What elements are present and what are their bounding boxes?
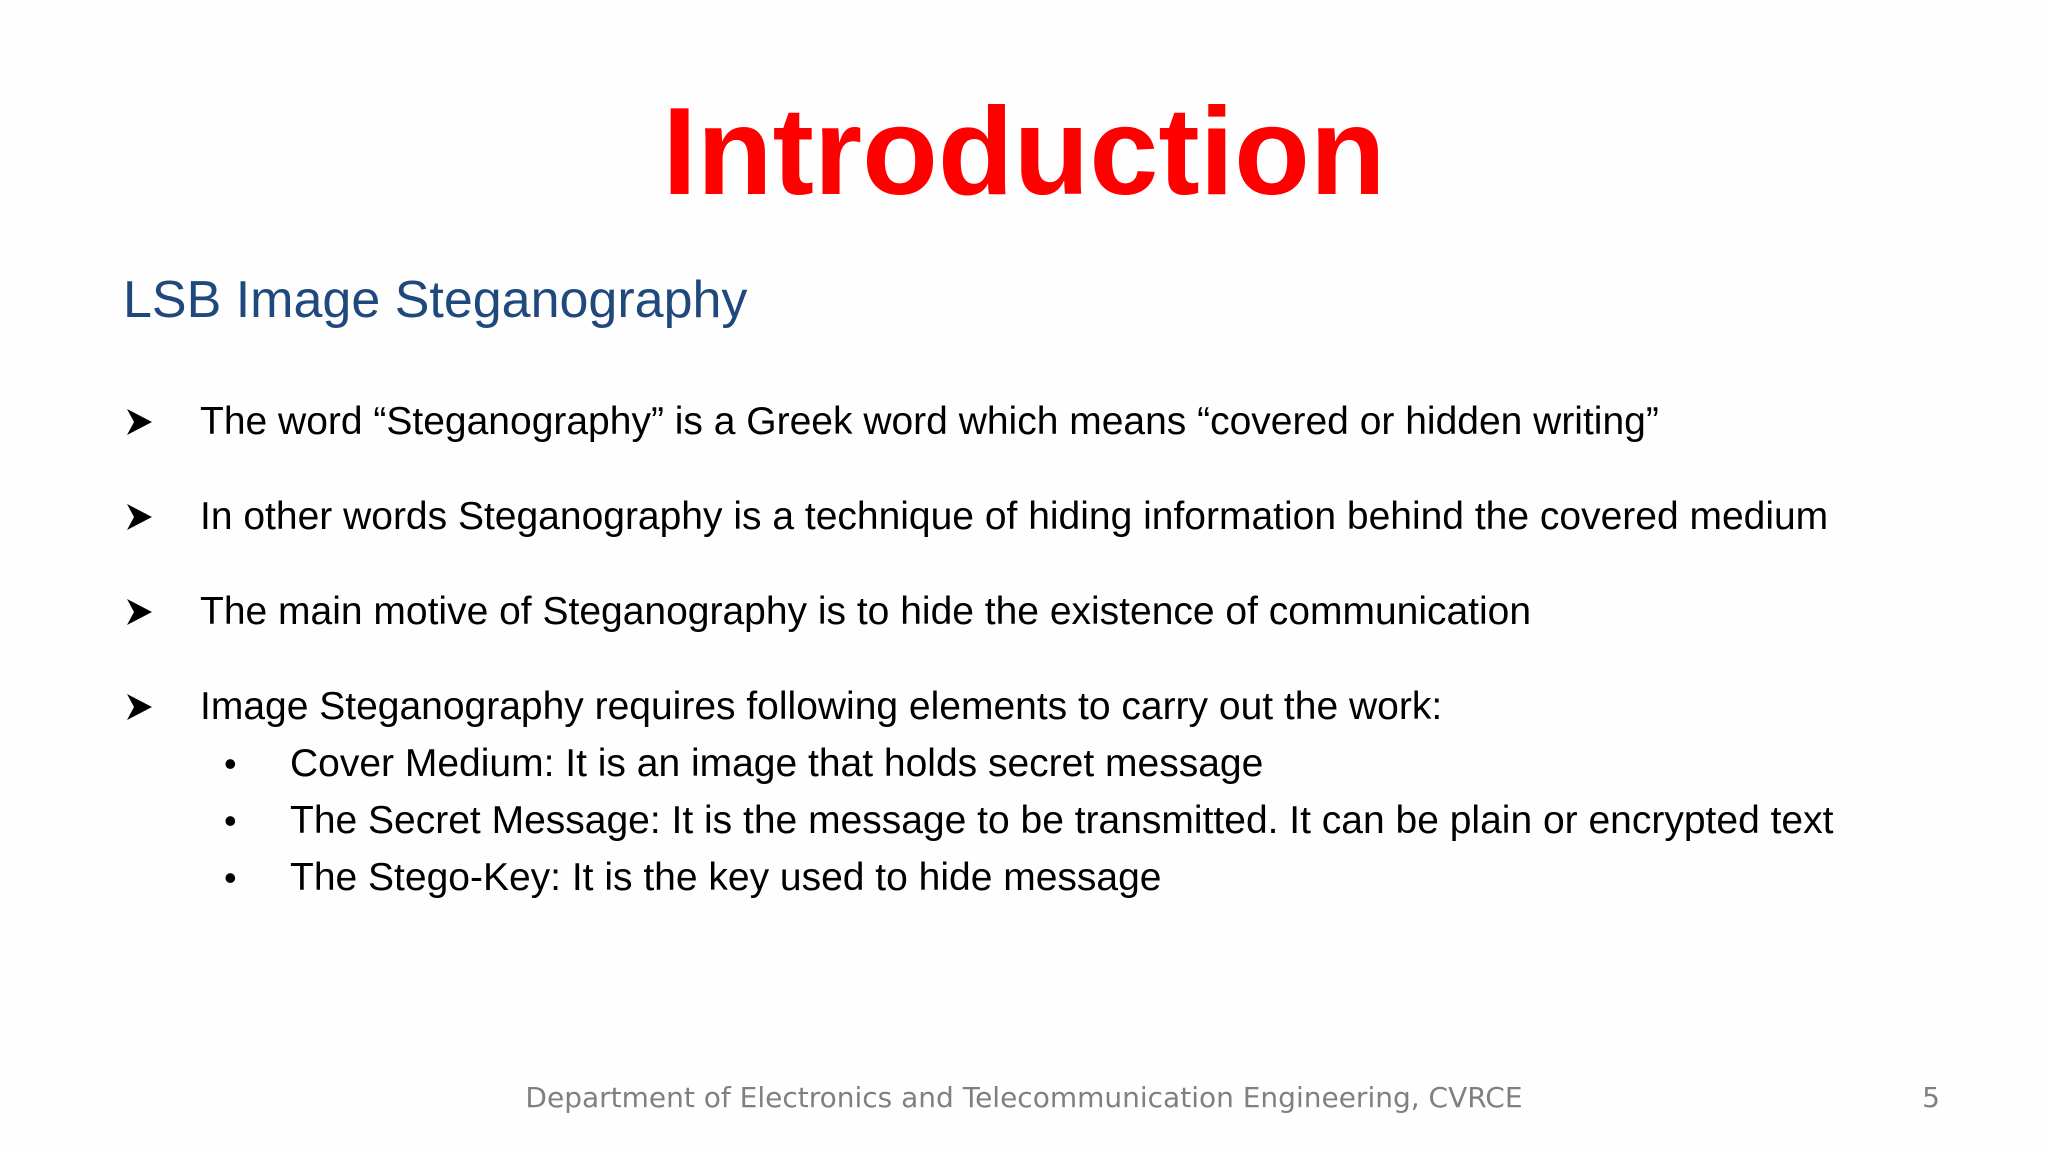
sub-bullet-text: The Secret Message: It is the message to be transmitted. It can be plain or encrypted text <box>290 799 1834 842</box>
sub-bullet-marker: • <box>224 857 237 898</box>
sub-bullet-text: Cover Medium: It is an image that holds secret message <box>290 742 1264 785</box>
slide-subtitle: LSB Image Steganography <box>123 271 748 329</box>
arrow-bullet-icon <box>124 584 156 640</box>
sub-bullet-marker: • <box>224 743 237 784</box>
page-number: 5 <box>1922 1081 1940 1114</box>
bullet-text: Image Steganography requires following elements to carry out the work: <box>200 685 1443 728</box>
slide-footer: Department of Electronics and Telecommunication Engineering, CVRCE <box>525 1081 1523 1114</box>
arrow-bullet-icon <box>124 489 156 545</box>
bullet-text: In other words Steganography is a technique of hiding information behind the covered medium <box>200 495 1829 538</box>
arrow-bullet-icon <box>124 394 156 450</box>
sub-bullet-text: The Stego-Key: It is the key used to hide message <box>290 856 1162 899</box>
sub-bullet-marker: • <box>224 800 237 841</box>
bullet-text: The main motive of Steganography is to hide the existence of communication <box>200 590 1532 633</box>
arrow-bullet-icon <box>124 679 156 735</box>
bullet-text: The word “Steganography” is a Greek word which means “covered or hidden writing” <box>200 400 1659 443</box>
slide-title: Introduction <box>662 83 1386 221</box>
